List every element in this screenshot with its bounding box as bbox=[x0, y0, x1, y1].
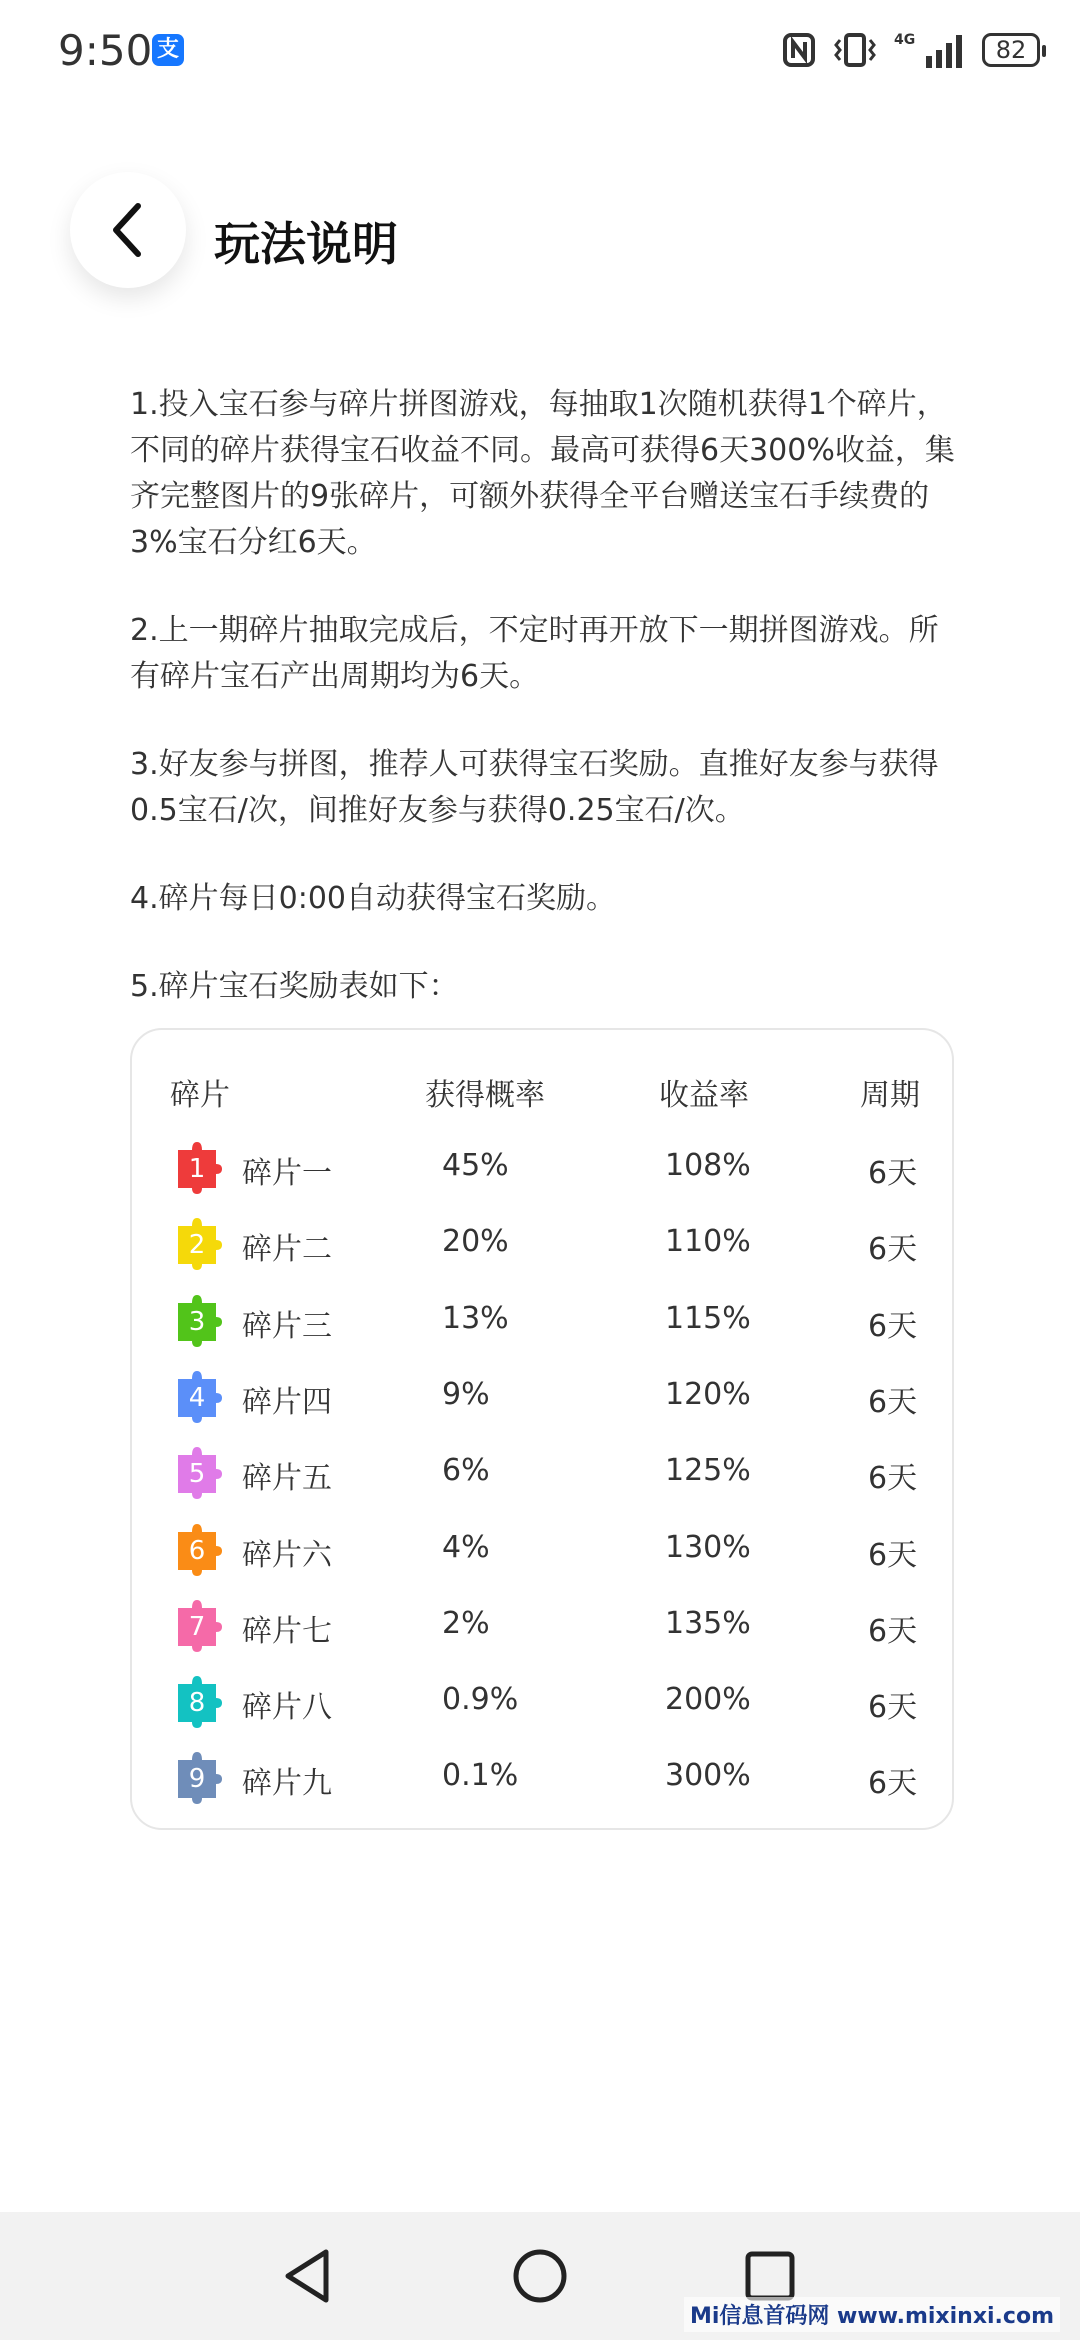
piece-cycle: 6天 bbox=[868, 1461, 918, 1497]
puzzle-piece-icon bbox=[170, 1140, 224, 1194]
table-row bbox=[132, 1138, 952, 1198]
piece-name: 碎片六 bbox=[242, 1537, 332, 1573]
table-row bbox=[132, 1291, 952, 1351]
piece-probability: 45% bbox=[442, 1148, 509, 1183]
chevron-left-icon bbox=[108, 200, 148, 260]
piece-probability: 2% bbox=[442, 1605, 490, 1641]
piece-yield: 300% bbox=[665, 1758, 751, 1794]
piece-yield: 125% bbox=[665, 1453, 751, 1489]
piece-cycle: 6天 bbox=[868, 1690, 918, 1726]
nfc-icon bbox=[782, 32, 816, 68]
piece-name: 碎片七 bbox=[242, 1613, 332, 1649]
puzzle-piece-icon bbox=[170, 1598, 224, 1652]
piece-cycle: 6天 bbox=[868, 1613, 918, 1649]
rule-paragraph-4: 4.碎片每日0:00自动获得宝石奖励。 bbox=[130, 881, 616, 916]
piece-yield: 110% bbox=[665, 1224, 751, 1260]
table-row bbox=[132, 1520, 952, 1580]
piece-yield: 200% bbox=[665, 1682, 751, 1718]
back-button[interactable] bbox=[70, 172, 186, 288]
piece-name: 碎片八 bbox=[242, 1690, 332, 1726]
piece-cycle: 6天 bbox=[868, 1384, 918, 1420]
alipay-icon: 支 bbox=[152, 34, 184, 66]
piece-probability: 9% bbox=[442, 1376, 490, 1412]
puzzle-piece-icon bbox=[170, 1445, 224, 1499]
table-row bbox=[132, 1443, 952, 1503]
piece-probability: 20% bbox=[442, 1224, 509, 1260]
status-time: 9:50 bbox=[58, 26, 153, 75]
puzzle-piece-icon bbox=[170, 1293, 224, 1347]
piece-yield: 135% bbox=[665, 1605, 751, 1641]
piece-number: 4 bbox=[188, 1382, 206, 1413]
piece-probability: 0.1% bbox=[442, 1758, 519, 1794]
piece-number: 1 bbox=[188, 1154, 206, 1184]
piece-yield: 120% bbox=[665, 1376, 751, 1412]
puzzle-piece-icon bbox=[170, 1522, 224, 1576]
piece-probability: 13% bbox=[442, 1300, 509, 1336]
rule-paragraph-2: 2.上一期碎片抽取完成后，不定时再开放下一期拼图游戏。所有碎片宝石产出周期均为6天。 bbox=[130, 613, 939, 694]
signal-icon bbox=[894, 30, 966, 70]
piece-probability: 6% bbox=[442, 1453, 490, 1489]
header-probability: 获得概率 bbox=[425, 1078, 545, 1113]
table-row bbox=[132, 1596, 952, 1656]
table-row bbox=[132, 1748, 952, 1808]
table-row bbox=[132, 1672, 952, 1732]
piece-name: 碎片一 bbox=[242, 1156, 332, 1191]
circle-home-icon[interactable] bbox=[508, 2244, 572, 2308]
header-cycle: 周期 bbox=[860, 1078, 920, 1113]
piece-probability: 0.9% bbox=[442, 1682, 519, 1718]
battery-icon: 82 bbox=[982, 33, 1040, 67]
navigation-bar bbox=[0, 2212, 1080, 2340]
piece-yield: 108% bbox=[665, 1148, 751, 1183]
page-title: 玩法说明 bbox=[214, 217, 398, 271]
watermark: Mi信息首码网 www.mixinxi.com bbox=[684, 2297, 1060, 2332]
piece-yield: 130% bbox=[665, 1529, 751, 1565]
piece-number: 6 bbox=[188, 1535, 206, 1566]
piece-cycle: 6天 bbox=[868, 1156, 918, 1191]
piece-name: 碎片五 bbox=[242, 1461, 332, 1497]
header-name: 碎片 bbox=[170, 1078, 230, 1113]
table-row bbox=[132, 1214, 952, 1274]
rule-paragraph-3: 3.好友参与拼图，推荐人可获得宝石奖励。直推好友参与获得0.5宝石/次，间推好友参与获得0.25宝石/次。 bbox=[130, 747, 939, 828]
table-row bbox=[132, 1367, 952, 1427]
triangle-back-icon[interactable] bbox=[276, 2244, 340, 2308]
piece-cycle: 6天 bbox=[868, 1537, 918, 1573]
rule-paragraph-1: 1.投入宝石参与碎片拼图游戏，每抽取1次随机获得1个碎片，不同的碎片获得宝石收益不同。最高可获得6天300%收益，集齐完整图片的9张碎片，可额外获得全平台赠送宝石手续费的3%宝石分红6天。 bbox=[130, 387, 955, 560]
piece-name: 碎片二 bbox=[242, 1232, 332, 1268]
piece-name: 碎片四 bbox=[242, 1384, 332, 1420]
piece-number: 3 bbox=[188, 1306, 206, 1337]
piece-number: 2 bbox=[188, 1230, 206, 1261]
table-header bbox=[132, 1070, 952, 1120]
piece-probability: 4% bbox=[442, 1529, 490, 1565]
puzzle-piece-icon bbox=[170, 1674, 224, 1728]
piece-number: 8 bbox=[188, 1688, 206, 1719]
vibrate-icon bbox=[832, 32, 878, 68]
piece-number: 7 bbox=[188, 1611, 206, 1642]
piece-yield: 115% bbox=[665, 1300, 751, 1336]
rule-paragraph-5: 5.碎片宝石奖励表如下： bbox=[130, 969, 459, 1004]
status-icons bbox=[782, 28, 1040, 72]
piece-number: 9 bbox=[188, 1764, 206, 1795]
rules-content bbox=[130, 382, 960, 1052]
status-bar bbox=[0, 0, 1080, 100]
header-yield: 收益率 bbox=[659, 1078, 749, 1113]
piece-cycle: 6天 bbox=[868, 1308, 918, 1344]
network-type: 4G bbox=[894, 32, 916, 48]
piece-cycle: 6天 bbox=[868, 1232, 918, 1268]
reward-table bbox=[130, 1028, 954, 1830]
puzzle-piece-icon bbox=[170, 1750, 224, 1804]
piece-name: 碎片三 bbox=[242, 1308, 332, 1344]
piece-name: 碎片九 bbox=[242, 1766, 332, 1802]
puzzle-piece-icon bbox=[170, 1369, 224, 1423]
piece-number: 5 bbox=[188, 1459, 206, 1490]
piece-cycle: 6天 bbox=[868, 1766, 918, 1802]
puzzle-piece-icon bbox=[170, 1216, 224, 1270]
